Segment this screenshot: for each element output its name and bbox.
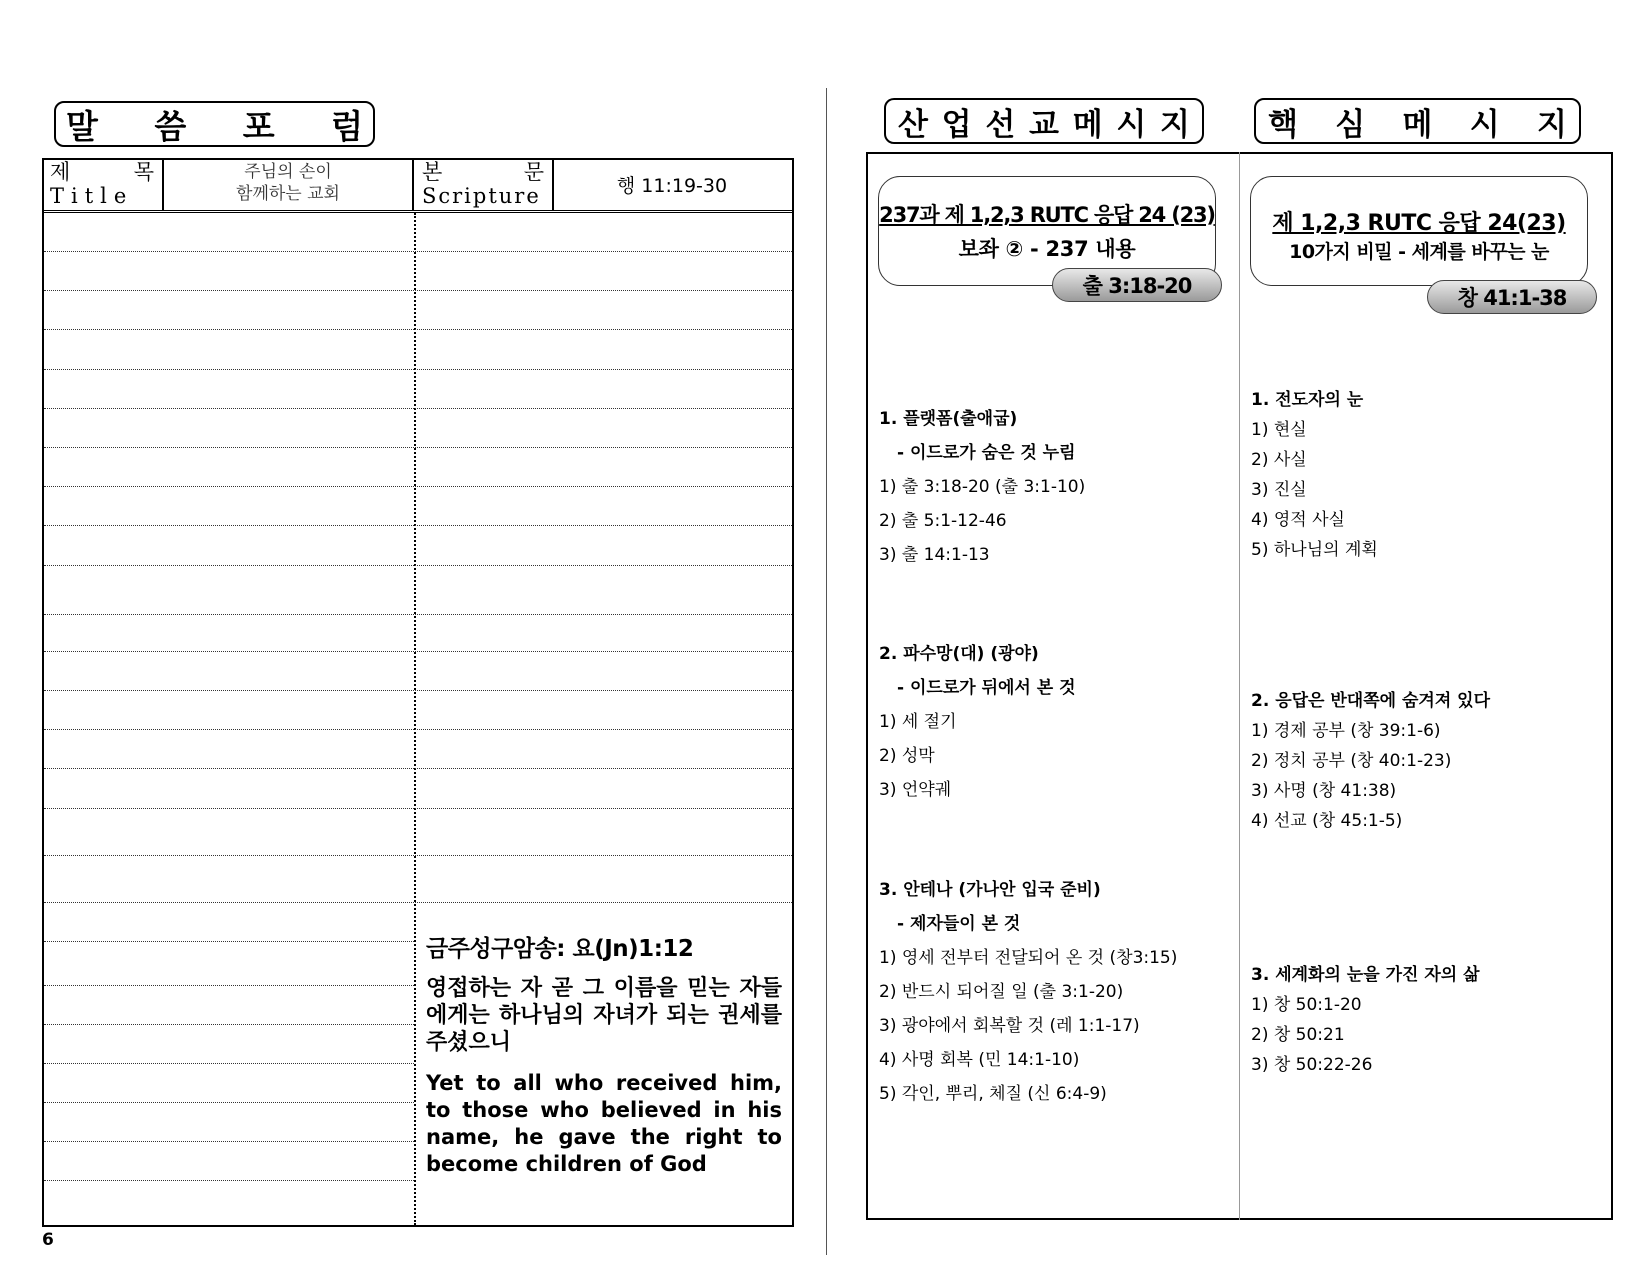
word-forum-heading (54, 101, 375, 147)
heading-char: 씀 (154, 106, 187, 146)
scripture-reference: 행 11:19-30 (616, 174, 728, 197)
list-item: 3) 진실 (1251, 480, 1307, 500)
memory-verse (426, 930, 782, 1178)
note-line (44, 808, 792, 809)
list-item: 2) 창 50:21 (1251, 1025, 1345, 1045)
note-line (44, 329, 792, 330)
section-title: 1. 전도자의 눈 (1251, 390, 1364, 410)
note-line (44, 525, 792, 526)
core-section-1 (1251, 385, 1611, 565)
list-item: 4) 사명 회복 (민 14:1-10) (879, 1050, 1080, 1070)
list-item: 1) 현실 (1251, 420, 1307, 440)
heading-char: 산 (898, 106, 928, 143)
heading-char: 업 (941, 106, 972, 143)
heading-char: 교 (1029, 106, 1059, 143)
section-title: 3. 세계화의 눈을 가진 자의 삶 (1251, 965, 1480, 985)
note-line (44, 1063, 414, 1064)
scripture-label-eng: Scripture (422, 184, 541, 208)
heading-char: 심 (1335, 106, 1366, 143)
list-item: 5) 각인, 뿌리, 체질 (신 6:4-9) (879, 1084, 1107, 1104)
core-lesson-box (1250, 176, 1588, 286)
list-item: 3) 출 14:1-13 (879, 545, 990, 565)
heading-char: 핵 (1268, 106, 1298, 143)
list-item: 1) 출 3:18-20 (출 3:1-10) (879, 477, 1086, 497)
list-item: 2) 정치 공부 (창 40:1-23) (1251, 751, 1452, 771)
list-item: 1) 세 절기 (879, 712, 957, 732)
list-item: 5) 하나님의 계획 (1251, 540, 1378, 560)
industrial-section-2 (879, 637, 1239, 807)
note-line (44, 941, 414, 942)
header-row (42, 158, 794, 213)
note-line (44, 251, 792, 252)
note-line (44, 369, 792, 370)
note-line (44, 1180, 414, 1181)
scripture-label-kor-1: 본 (422, 160, 443, 184)
messages-divider (1239, 152, 1240, 1220)
note-line (44, 768, 792, 769)
industrial-section-1 (879, 402, 1239, 572)
note-line (44, 290, 792, 291)
list-item: 3) 언약궤 (879, 780, 952, 800)
note-line (44, 486, 792, 487)
note-line (44, 651, 792, 652)
note-line (44, 408, 792, 409)
list-item: 2) 성막 (879, 746, 935, 766)
page-spine (826, 88, 827, 1255)
heading-char: 포 (242, 106, 275, 146)
list-item: 2) 사실 (1251, 450, 1307, 470)
heading-char: 지 (1160, 106, 1190, 143)
heading-char: 말 (66, 106, 98, 146)
memory-verse-heading: 금주성구암송: 요(Jn)1:12 (426, 936, 694, 962)
title-label (42, 158, 164, 210)
industrial-lesson-subtitle: 보좌 ② - 237 내용 (958, 237, 1136, 261)
title-label-eng: Title (50, 184, 134, 208)
note-line (44, 902, 792, 903)
core-lesson-subtitle: 10가지 비밀 - 세계를 바꾸는 눈 (1289, 241, 1549, 263)
note-line (44, 1024, 414, 1025)
scripture-label-kor-2: 문 (523, 160, 544, 184)
core-message-heading (1254, 98, 1581, 144)
list-item: 3) 사명 (창 41:38) (1251, 781, 1397, 801)
list-item: 1) 영세 전부터 전달되어 온 것 (창3:15) (879, 948, 1178, 968)
industrial-section-3 (879, 873, 1239, 1111)
note-line (44, 447, 792, 448)
note-line (44, 614, 792, 615)
heading-char: 지 (1537, 106, 1567, 143)
note-line (44, 1141, 414, 1142)
title-label-kor-2: 목 (133, 160, 154, 184)
section-title: 3. 안테나 (가나안 입국 준비) (879, 880, 1101, 900)
note-line (44, 1102, 414, 1103)
list-item: 3) 창 50:22-26 (1251, 1055, 1373, 1075)
section-subtitle: - 제자들이 본 것 (897, 914, 1021, 934)
industrial-lesson-title: 237과 제 1,2,3 RUTC 응답 24 (23) (879, 203, 1215, 227)
list-item: 4) 영적 사실 (1251, 510, 1345, 530)
sermon-title-line2: 함께하는 교회 (236, 184, 340, 204)
heading-char: 시 (1116, 106, 1147, 143)
memory-verse-english: Yet to all who received him, to those who believed in his name, he gave the right to become children of God (426, 1071, 782, 1176)
core-reference-pill: 창 41:1-38 (1427, 280, 1597, 314)
memory-verse-korean: 영접하는 자 곧 그 이름을 믿는 자들에게는 하나님의 자녀가 되는 권세를 주셨으니 (426, 976, 782, 1055)
column-divider (414, 213, 416, 1225)
heading-char: 럼 (331, 106, 363, 146)
note-line (44, 565, 792, 566)
section-title: 2. 응답은 반대쪽에 숨겨져 있다 (1251, 691, 1491, 711)
heading-char: 시 (1469, 106, 1500, 143)
sermon-title-line1: 주님의 손이 (244, 162, 332, 182)
section-title: 1. 플랫폼(출애굽) (879, 409, 1018, 429)
section-subtitle: - 이드로가 숨은 것 누림 (897, 443, 1076, 463)
note-line (44, 729, 792, 730)
page-number: 6 (42, 1230, 54, 1250)
industrial-mission-heading (884, 98, 1204, 144)
list-item: 3) 광야에서 회복할 것 (레 1:1-17) (879, 1016, 1140, 1036)
scripture-label (414, 158, 554, 210)
industrial-reference-pill: 출 3:18-20 (1052, 268, 1222, 302)
heading-char: 선 (985, 106, 1016, 143)
core-section-2 (1251, 686, 1611, 836)
core-lesson-title: 제 1,2,3 RUTC 응답 24(23) (1272, 211, 1566, 236)
note-line (44, 985, 414, 986)
section-subtitle: - 이드로가 뒤에서 본 것 (897, 678, 1076, 698)
list-item: 2) 반드시 되어질 일 (출 3:1-20) (879, 982, 1124, 1002)
heading-char: 메 (1402, 106, 1433, 143)
list-item: 1) 창 50:1-20 (1251, 995, 1362, 1015)
heading-char: 메 (1072, 106, 1103, 143)
list-item: 2) 출 5:1-12-46 (879, 511, 1007, 531)
title-label-kor-1: 제 (50, 160, 71, 184)
list-item: 1) 경제 공부 (창 39:1-6) (1251, 721, 1441, 741)
list-item: 4) 선교 (창 45:1-5) (1251, 811, 1403, 831)
core-section-3 (1251, 960, 1611, 1080)
note-line (44, 855, 792, 856)
section-title: 2. 파수망(대) (광야) (879, 644, 1039, 664)
note-line (44, 690, 792, 691)
sermon-title (164, 158, 414, 210)
